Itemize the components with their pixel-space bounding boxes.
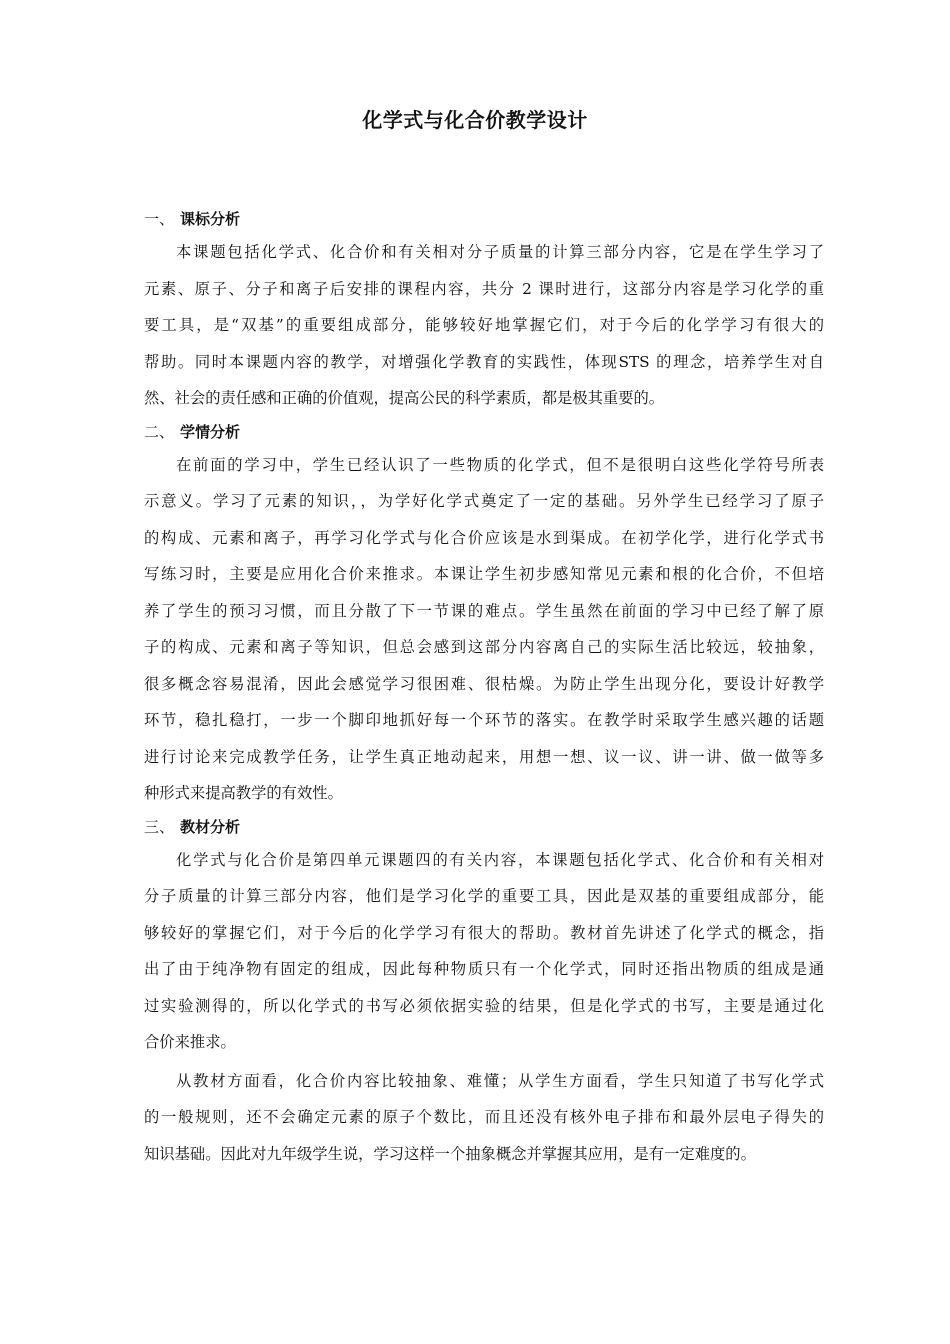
section-learner-analysis	[144, 417, 824, 812]
text-line: 的构成、元素和离子，再学习化学式与化合价应该是水到渠成。在初学化学，进行化学式书	[144, 528, 824, 547]
text-line: 环节，稳扎稳打，一步一个脚印地抓好每一个环节的落实。在教学时采取学生感兴趣的话题	[144, 711, 824, 729]
text-line: 养了学生的预习习惯，而且分散了下一节课的难点。学生虽然在前面的学习中已经了解了原	[144, 601, 824, 620]
section-curriculum-analysis	[144, 204, 824, 417]
section-number: 三、	[144, 817, 175, 836]
text-line: 然、社会的责任感和正确的价值观，提高公民的科学素质，都是极其重要的。	[144, 389, 665, 407]
section-heading	[144, 417, 824, 447]
section-title: 学情分析	[180, 422, 241, 441]
text-line: 的一般规则，还不会确定元素的原子个数比，而且还没有核外电子排布和最外层电子得失的	[144, 1108, 824, 1126]
text-line: 知识基础。因此对九年级学生说，学习这样一个抽象概念并掌握其应用，是有一定难度的。	[144, 1144, 756, 1163]
text-line: 要工具，是“双基”的重要组成部分，能够较好地掌握它们，对于今后的化学学习有很大的	[144, 316, 824, 334]
text-line: 分子质量的计算三部分内容，他们是学习化学的重要工具，因此是双基的重要组成部分，能	[144, 887, 824, 905]
text-line: 很多概念容易混淆，因此会感觉学习很困难、很枯燥。为防止学生出现分化，要设计好教学	[144, 674, 824, 693]
text-line: 种形式来提高教学的有效性。	[144, 784, 343, 802]
text-line: 进行讨论来完成教学任务，让学生真正地动起来，用想一想、议一议、讲一讲、做一做等多	[144, 747, 824, 766]
document-body	[144, 204, 824, 1172]
text-line: 本课题包括化学式、化合价和有关相对分子质量的计算三部分内容，它是在学生学习了	[176, 243, 824, 261]
section-number: 二、	[144, 422, 175, 441]
text-line: 从教材方面看，化合价内容比较抽象、难懂；从学生方面看，学生只知道了书写化学式	[176, 1071, 824, 1090]
text-line: 出了由于纯净物有固定的组成，因此每种物质只有一个化学式，同时还指出物质的组成是通	[144, 960, 824, 978]
text-line: 在前面的学习中，学生已经认识了一些物质的化学式，但不是很明白这些化学符号所表	[176, 455, 824, 474]
text-line: 化学式与化合价是第四单元课题四的有关内容，本课题包括化学式、化合价和有关相对	[176, 850, 824, 869]
text-line: 写练习时，主要是应用化合价来推求。本课让学生初步感知常见元素和根的化合价，不但培	[144, 565, 824, 583]
text-line: 过实验测得的，所以化学式的书写必须依据实验的结果，但是化学式的书写，主要是通过化	[144, 996, 824, 1015]
text-line: 示意义。学习了元素的知识，，为学好化学式奠定了一定的基础。另外学生已经学习了原子	[144, 492, 824, 510]
section-number: 一、	[144, 210, 175, 228]
section-heading	[144, 204, 824, 234]
paragraph	[144, 1063, 824, 1173]
paragraph	[144, 234, 824, 417]
paragraph	[144, 842, 824, 1061]
text-line: 合价来推求。	[144, 1033, 236, 1051]
section-textbook-analysis	[144, 812, 824, 1173]
text-line: 够较好的掌握它们，对于今后的化学学习有很大的帮助。教材首先讲述了化学式的概念，指	[144, 923, 824, 942]
section-title: 教材分析	[180, 817, 241, 836]
text-line: 帮助。同时本课题内容的教学，对增强化学教育的实践性，体现STS 的理念，培养学生对自	[144, 352, 824, 371]
text-line: 子的构成、元素和离子等知识，但总会感到这部分内容离自己的实际生活比较远，较抽象，	[144, 638, 824, 656]
text-line: 元素、原子、分子和离子后安排的课程内容，共分 2 课时进行，这部分内容是学习化学的重	[144, 279, 824, 298]
document-title: 化学式与化合价教学设计	[362, 108, 588, 132]
section-heading	[144, 812, 824, 842]
paragraph	[144, 447, 824, 812]
section-title: 课标分析	[180, 210, 241, 228]
